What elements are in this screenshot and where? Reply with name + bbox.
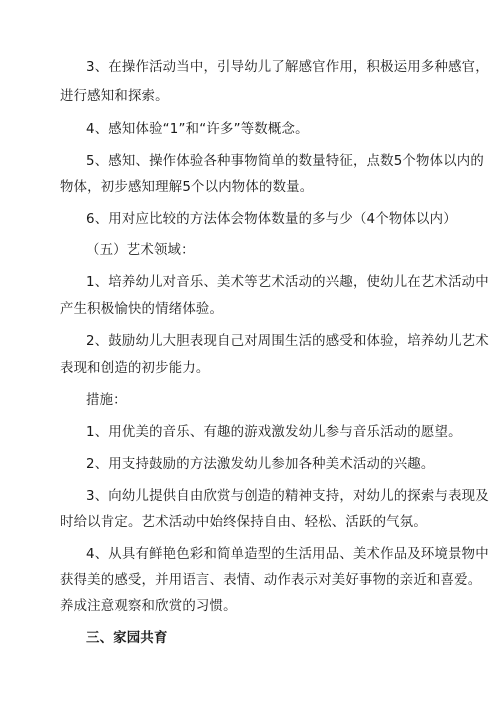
text-line: 4、从具有鲜艳色彩和简单造型的生活用品、美术作品及环境景物中 xyxy=(86,547,489,562)
text-line: 4、感知体验“1”和“许多”等数概念。 xyxy=(86,122,309,137)
text-line: 物体，初步感知理解5个以内物体的数量。 xyxy=(60,180,314,195)
text-line: 3、向幼儿提供自由欣赏与创造的精神支持，对幼儿的探索与表现及 xyxy=(86,489,489,504)
text-line: 1、培养幼儿对音乐、美术等艺术活动的兴趣，使幼儿在艺术活动中 xyxy=(86,275,489,290)
section-title: 三、家园共育 xyxy=(86,631,168,646)
text-line: 进行感知和探索。 xyxy=(60,89,169,104)
text-line: 1、用优美的音乐、有趣的游戏激发幼儿参与音乐活动的愿望。 xyxy=(86,425,462,440)
text-line: 3、在操作活动当中，引导幼儿了解感官作用，积极运用多种感官， xyxy=(86,60,489,75)
section-heading: （五）艺术领域： xyxy=(86,243,195,258)
text-line: 2、鼓励幼儿大胆表现自己对周围生活的感受和体验，培养幼儿艺术 xyxy=(86,334,489,349)
text-line: 养成注意观察和欣赏的习惯。 xyxy=(60,599,237,614)
text-line: 5、感知、操作体验各种事物简单的数量特征，点数5个物体以内的 xyxy=(86,154,484,169)
text-line: 2、用支持鼓励的方法激发幼儿参加各种美术活动的兴趣。 xyxy=(86,457,435,472)
text-line: 6、用对应比较的方法体会物体数量的多与少（4个物体以内） xyxy=(86,212,457,227)
text-line: 获得美的感受，并用语言、表情、动作表示对美好事物的亲近和喜爱。 xyxy=(60,573,482,588)
text-line: 产生积极愉快的情绪体验。 xyxy=(60,302,224,317)
text-line: 表现和创造的初步能力。 xyxy=(60,361,210,376)
text-line: 时给以肯定。艺术活动中始终保持自由、轻松、活跃的气氛。 xyxy=(60,515,427,530)
measures-label: 措施： xyxy=(86,393,127,408)
